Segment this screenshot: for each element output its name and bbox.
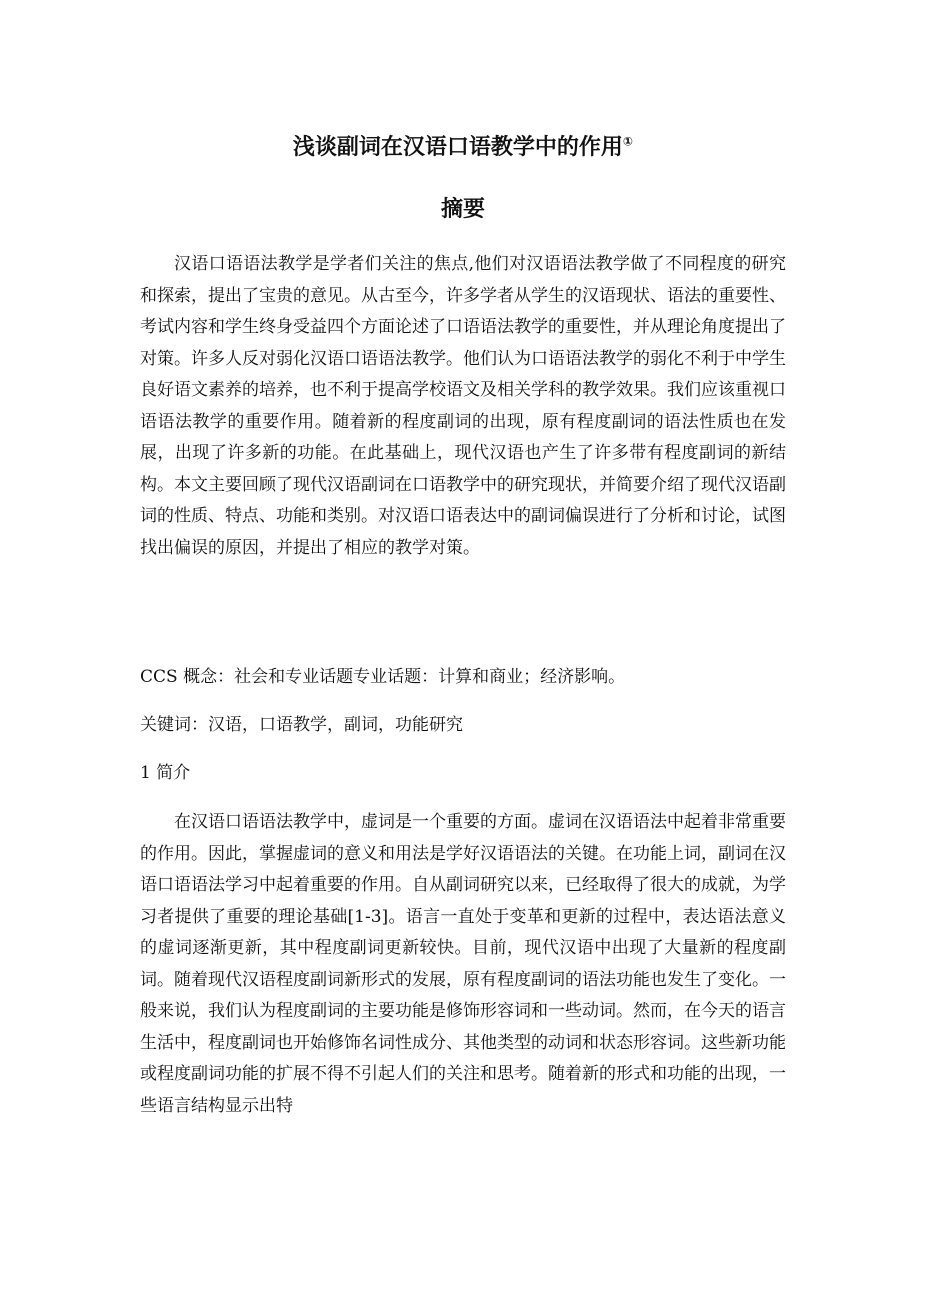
abstract-body: 汉语口语语法教学是学者们关注的焦点,他们对汉语语法教学做了不同程度的研究和探索，提出了宝贵的意见。从古至今，许多学者从学生的汉语现状、语法的重要性、考试内容和学生终身受益四个方面论述了口语语法教学的重要性，并从理论角度提出了对策。许多人反对弱化汉语口语语法教学。他们认为口语语法教学的弱化不利于中学生良好语文素养的培养，也不利于提高学校语文及相关学科的教学效果。我们应该重视口语语法教学的重要作用。随着新的程度副词的出现，原有程度副词的语法性质也在发展，出现了许多新的功能。在此基础上，现代汉语也产生了许多带有程度副词的新结构。本文主要回顾了现代汉语副词在口语教学中的研究现状，并简要介绍了现代汉语副词的性质、特点、功能和类别。对汉语口语表达中的副词偏误进行了分析和讨论，试图找出偏误的原因，并提出了相应的教学对策。: [140, 254, 786, 558]
section-heading-introduction: 1 简介: [140, 763, 191, 783]
abstract-heading: 摘要: [440, 197, 485, 222]
introduction-body: 在汉语口语语法教学中，虚词是一个重要的方面。虚词在汉语语法中起着非常重要的作用。因此，掌握虚词的意义和用法是学好汉语语法的关键。在功能上词，副词在汉语口语语法学习中起着重要的作用。自从副词研究以来，已经取得了很大的成就，为学习者提供了重要的理论基础[1-3]。语言一直处于变革和更新的过程中，表达语法意义的虚词逐渐更新，其中程度副词更新较快。目前，现代汉语中出现了大量新的程度副词。随着现代汉语程度副词新形式的发展，原有程度副词的语法功能也发生了变化。一般来说，我们认为程度副词的主要功能是修饰形容词和一些动词。然而，在今天的语言生活中，程度副词也开始修饰名词性成分、其他类型的动词和状态形容词。这些新功能或程度副词功能的扩展不得不引起人们的关注和思考。随着新的形式和功能的出现，一些语言结构显示出特: [140, 812, 786, 1116]
paper-title: [140, 132, 786, 164]
title-footnote-mark: ①: [622, 134, 634, 149]
keywords: 关键词：汉语，口语教学，副词，功能研究: [140, 715, 463, 735]
ccs-concepts: CCS 概念：社会和专业话题专业话题：计算和商业；经济影响。: [140, 667, 626, 687]
paper-title-text: 浅谈副词在汉语口语教学中的作用: [292, 135, 623, 160]
